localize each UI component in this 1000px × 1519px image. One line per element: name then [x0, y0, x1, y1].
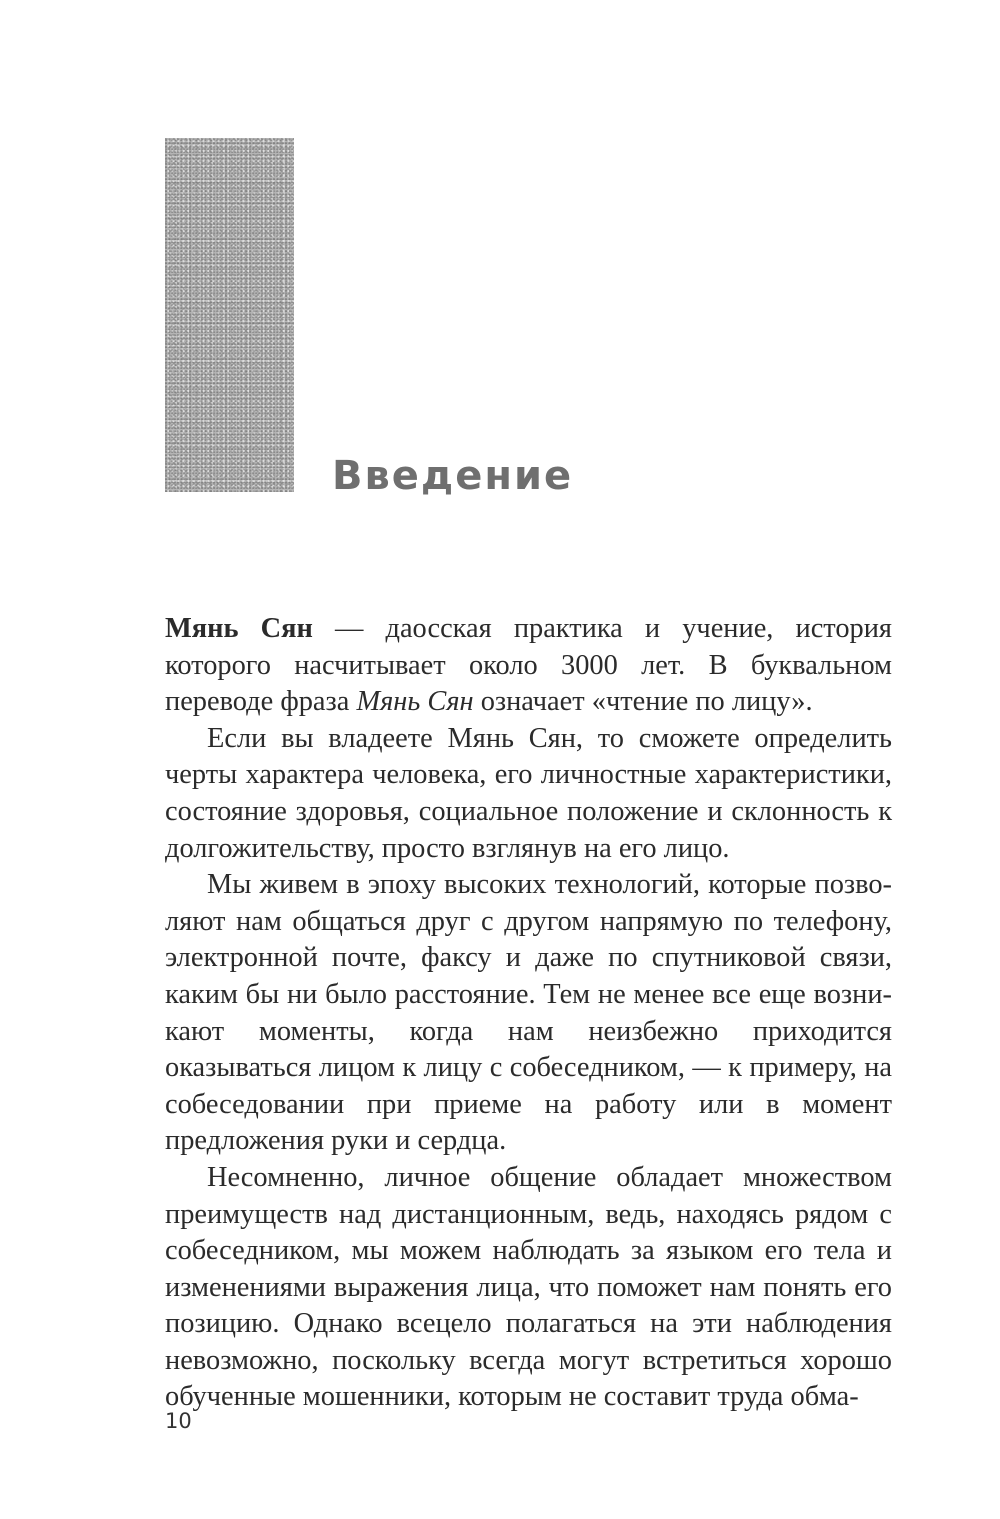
body-text	[165, 611, 892, 1416]
paragraph-4: Несомненно, личное общение обладает множеством преимуществ над дистанционным, ведь, находясь рядом с собеседником, мы можем наблюдать за языком его тела и изменениями выражения лица, что поможет нам понять его позицию. Однако всецело полагаться на эти наблюдения невозможно, поскольку всегда могут встретиться хорошо обученные мошенники, которым не составит труда обма-	[165, 1161, 892, 1413]
intro-text-part-1: — даосская практика и учение, история которого насчитывает около 3000 лет. В буквальном переводе фраза	[165, 613, 892, 718]
chapter-title: Введение	[332, 453, 574, 499]
paragraph-2: Если вы владеете Мянь Сян, то сможете определить черты характера человека, его личностные характеристики, состояние здоровья, социальное положение и склонность к долгожительству, просто взглянув на его лицо.	[165, 722, 892, 864]
paragraph-3: Мы живем в эпоху высоких технологий, которые позволяют нам общаться друг с другом напрямую по телефону, электронной почте, факсу и даже по спутниковой связи, каким бы ни было расстояние. Тем не менее все еще возникают моменты, когда нам неизбежно приходится оказываться лицом к лицу с собеседником, — к примеру, на собеседовании при приеме на работу или в момент предложения руки и сердца.	[165, 869, 892, 1157]
paragraph-intro	[165, 611, 892, 721]
intro-text-part-2: означает «чтение по лицу».	[473, 686, 813, 718]
decorative-texture-block	[165, 138, 294, 492]
term-italic: Мянь Сян	[356, 686, 474, 718]
term-bold: Мянь Сян	[165, 613, 313, 644]
page-number: 10	[165, 1409, 192, 1433]
